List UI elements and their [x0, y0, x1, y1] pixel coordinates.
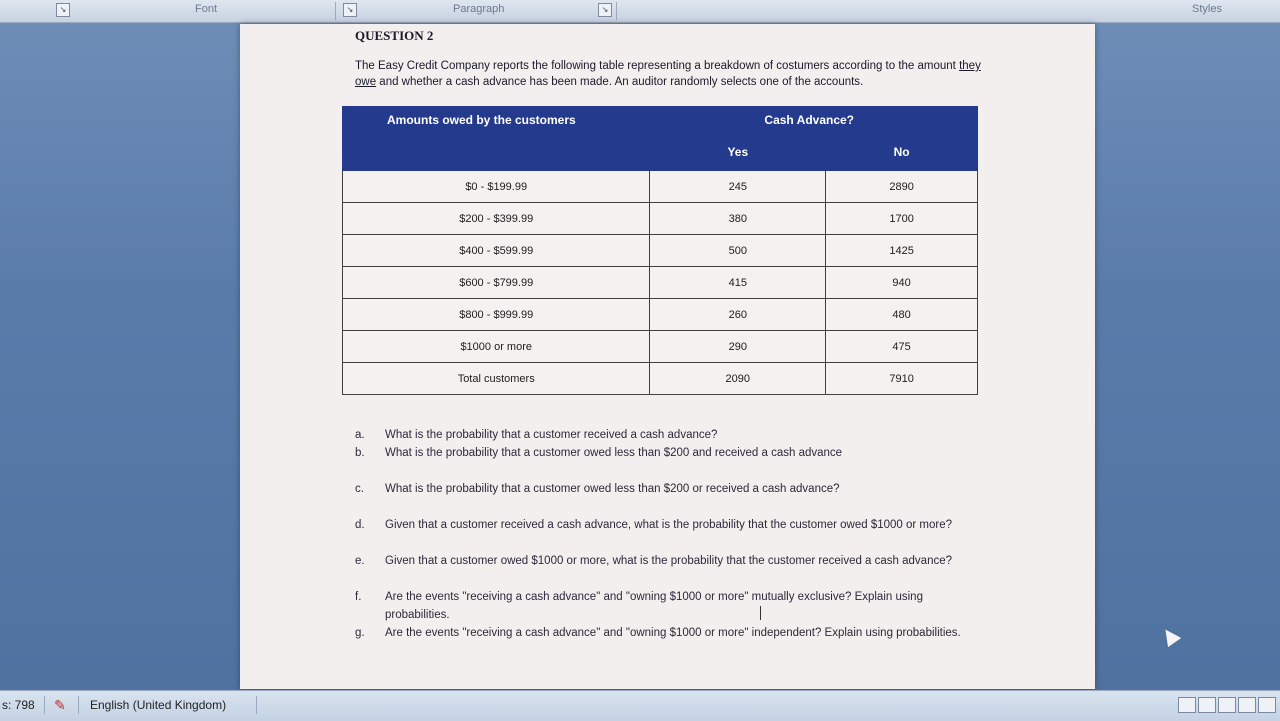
question-text: Are the events "receiving a cash advance" and "owning $1000 or more" mutually exclusive? Explain using probabilities. [385, 591, 923, 621]
status-bar [0, 690, 1280, 721]
cell-amount: $400 - $599.99 [343, 235, 650, 267]
cell-no: 940 [826, 267, 978, 299]
ribbon-group-font: Font [195, 3, 218, 15]
cell-amount: Total customers [343, 363, 650, 395]
question-letter: d. [355, 519, 365, 531]
print-layout-view-icon[interactable] [1178, 697, 1196, 713]
cell-yes: 2090 [650, 363, 826, 395]
question-letter: e. [355, 555, 365, 567]
web-layout-view-icon[interactable] [1218, 697, 1236, 713]
cell-amount: $800 - $999.99 [343, 299, 650, 331]
cell-no: 1700 [826, 203, 978, 235]
question-text: What is the probability that a customer received a cash advance? [385, 429, 718, 441]
question-title: QUESTION 2 [355, 28, 434, 43]
header-yes: Yes [650, 134, 826, 171]
table-row [343, 235, 978, 267]
paragraph-dialog-launcher-icon[interactable]: ↘ [598, 3, 612, 17]
header-amount: Amounts owed by the customers [343, 107, 650, 134]
dialog-launcher-icon[interactable]: ↘ [56, 3, 70, 17]
mouse-pointer-icon [1159, 625, 1181, 647]
cell-no: 1425 [826, 235, 978, 267]
question-letter: g. [355, 627, 365, 639]
question-letter: f. [355, 591, 362, 603]
draft-view-icon[interactable] [1258, 697, 1276, 713]
status-separator [256, 696, 257, 714]
cell-yes: 415 [650, 267, 826, 299]
font-dialog-launcher-icon[interactable]: ↘ [343, 3, 357, 17]
status-separator [44, 696, 45, 714]
question-text: What is the probability that a customer owed less than $200 or received a cash advance? [385, 483, 840, 495]
intro-paragraph [355, 58, 995, 90]
question-letter: c. [355, 483, 364, 495]
header-empty [343, 134, 650, 171]
table-row [343, 171, 978, 203]
cell-no: 480 [826, 299, 978, 331]
cell-yes: 245 [650, 171, 826, 203]
cell-yes: 290 [650, 331, 826, 363]
question-text: Given that a customer owed $1000 or more, what is the probability that the customer received a cash advance? [385, 555, 953, 567]
cell-amount: $200 - $399.99 [343, 203, 650, 235]
outline-view-icon[interactable] [1238, 697, 1256, 713]
question-text: Given that a customer received a cash advance, what is the probability that the customer owed $1000 or more? [385, 519, 953, 531]
ribbon-separator [335, 2, 336, 20]
ribbon-group-styles: Styles [1192, 3, 1222, 15]
cell-yes: 260 [650, 299, 826, 331]
text-caret [760, 606, 761, 620]
cell-yes: 380 [650, 203, 826, 235]
document-page[interactable] [240, 24, 1095, 689]
table-row-total [343, 363, 978, 395]
full-screen-view-icon[interactable] [1198, 697, 1216, 713]
language-indicator[interactable]: English (United Kingdom) [90, 698, 227, 712]
intro-text-part1: The Easy Credit Company reports the following table representing a breakdown of costumers according to the amount [355, 60, 960, 72]
table-row [343, 299, 978, 331]
word-count[interactable]: s: 798 [2, 698, 35, 712]
ribbon-separator [616, 2, 617, 20]
question-text: Are the events "receiving a cash advance" and "owning $1000 or more" independent? Explain using probabilities. [385, 627, 961, 639]
cell-amount: $600 - $799.99 [343, 267, 650, 299]
ribbon-bar [0, 0, 1280, 23]
table-row [343, 267, 978, 299]
table-row [343, 203, 978, 235]
cell-yes: 500 [650, 235, 826, 267]
question-letter: b. [355, 447, 365, 459]
intro-text-underlined: they owe [355, 60, 981, 88]
status-separator [78, 696, 79, 714]
cell-no: 7910 [826, 363, 978, 395]
cell-no: 2890 [826, 171, 978, 203]
proofing-icon[interactable]: ✎ [54, 697, 66, 713]
customers-table [342, 106, 978, 395]
cell-amount: $0 - $199.99 [343, 171, 650, 203]
ribbon-group-paragraph: Paragraph [453, 3, 505, 15]
header-no: No [826, 134, 978, 171]
question-text: What is the probability that a customer owed less than $200 and received a cash advance [385, 447, 843, 459]
cell-no: 475 [826, 331, 978, 363]
question-letter: a. [355, 429, 365, 441]
intro-text-part2: and whether a cash advance has been made. An auditor randomly selects one of the accounts. [376, 76, 864, 88]
header-cash-advance: Cash Advance? [650, 107, 978, 134]
table-row [343, 331, 978, 363]
cell-amount: $1000 or more [343, 331, 650, 363]
